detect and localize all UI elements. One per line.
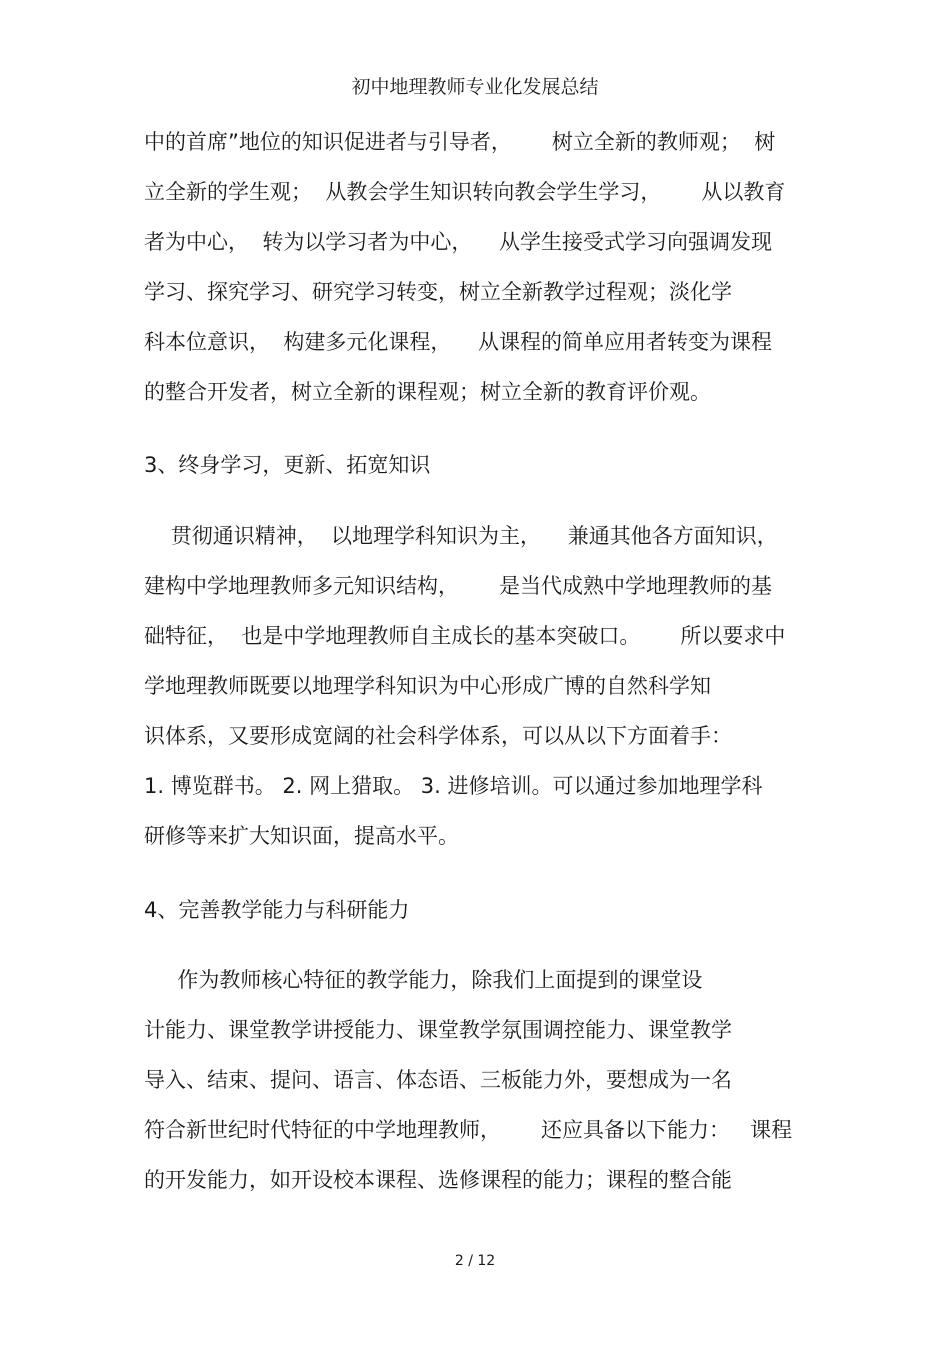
paragraph-line: 的整合开发者，树立全新的课程观；树立全新的教育评价观。 xyxy=(144,380,711,404)
paragraph-line: 建构中学地理教师多元知识结构， 是当代成熟中学地理教师的基 xyxy=(144,574,773,598)
paragraph-line: 学习、探究学习、研究学习转变，树立全新教学过程观；淡化学 xyxy=(144,280,732,304)
paragraph-line: 者为中心， 转为以学习者为中心， 从学生接受式学习向强调发现 xyxy=(144,230,773,254)
page-title: 初中地理教师专业化发展总结 xyxy=(351,76,599,98)
paragraph-line: 贯彻通识精神， 以地理学科知识为主， 兼通其他各方面知识， xyxy=(144,524,778,548)
paragraph-line: 识体系，又要形成宽阔的社会科学体系，可以从以下方面着手： xyxy=(144,724,732,748)
paragraph-line: 础特征， 也是中学地理教师自主成长的基本突破口。 所以要求中 xyxy=(144,624,786,648)
paragraph-line: 导入、结束、提问、语言、体态语、三板能力外，要想成为一名 xyxy=(144,1068,732,1092)
paragraph-line: 研修等来扩大知识面，提高水平。 xyxy=(144,824,459,848)
paragraph-line: 立全新的学生观； 从教会学生知识转向教会学生学习， 从以教育 xyxy=(144,180,786,204)
page-separator: / xyxy=(468,1253,473,1269)
paragraph-line: 的开发能力，如开设校本课程、选修课程的能力；课程的整合能 xyxy=(144,1168,732,1192)
paragraph-line: 科本位意识， 构建多元化课程， 从课程的简单应用者转变为课程 xyxy=(144,330,773,354)
paragraph-line: 1. 博览群书。 2. 网上猎取。 3. 进修培训。可以通过参加地理学科 xyxy=(144,774,763,798)
page-total: 12 xyxy=(477,1253,496,1269)
section-heading: 4、完善教学能力与科研能力 xyxy=(144,898,410,922)
page-current: 2 xyxy=(454,1253,464,1269)
paragraph-line: 计能力、课堂教学讲授能力、课堂教学氛围调控能力、课堂教学 xyxy=(144,1018,732,1042)
paragraph-line: 学地理教师既要以地理学科知识为中心形成广博的自然科学知 xyxy=(144,674,711,698)
paragraph-line: 符合新世纪时代特征的中学地理教师， 还应具备以下能力： 课程 xyxy=(144,1118,793,1142)
section-heading: 3、终身学习，更新、拓宽知识 xyxy=(144,453,431,477)
paragraph-line: 作为教师核心特征的教学能力，除我们上面提到的课堂设 xyxy=(144,968,703,992)
paragraph-line: 中的首席”地位的知识促进者与引导者， 树立全新的教师观； 树 xyxy=(144,130,776,154)
page-number xyxy=(0,1251,950,1271)
